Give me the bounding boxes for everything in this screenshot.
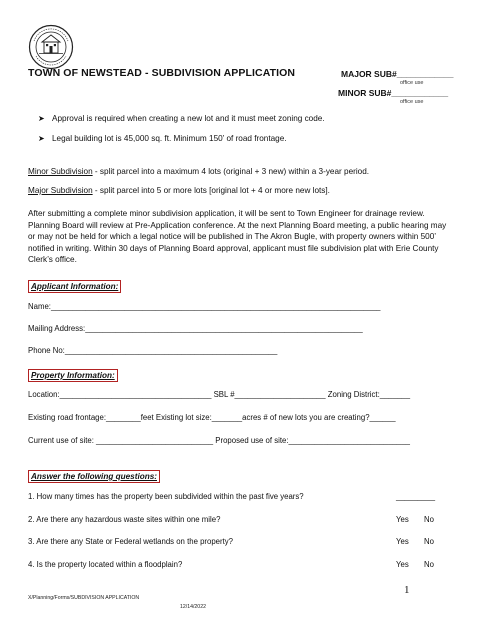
major-sub-field: MAJOR SUB#____________ [341,69,454,79]
question-2-yes-option[interactable]: Yes [396,515,409,524]
frontage-lotsize-newlots-fields[interactable]: Existing road frontage:________feet Existing lot size:_______acres # of new lots you are creating?______ [28,413,396,422]
question-4: 4. Is the property located within a floodplain? [28,560,183,569]
question-4-yes-option[interactable]: Yes [396,560,409,569]
applicant-information-heading: Applicant Information: [28,280,121,293]
minor-subdivision-definition: Minor Subdivision - split parcel into a maximum 4 lots (original + 3 new) within a 3-year period. [28,167,370,176]
minor-sub-field: MINOR SUB#____________ [338,88,449,98]
town-seal-logo [28,24,74,70]
page-number: 1 [404,584,410,596]
footer-file-path: X/Planning/Forms/SUBDIVISION APPLICATION [28,595,140,601]
major-office-use-label: office use [400,80,424,86]
bullet-item: ➤ Legal building lot is 45,000 sq. ft. Minimum 150’ of road frontage. [38,134,287,143]
page-title: TOWN OF NEWSTEAD - SUBDIVISION APPLICATION [28,67,296,79]
question-2-no-option[interactable]: No [424,515,434,524]
question-3: 3. Are there any State or Federal wetlands on the property? [28,537,234,546]
question-1: 1. How many times has the property been subdivided within the past five years? [28,492,304,501]
location-sbl-zoning-fields[interactable]: Location:___________________________________ SBL #_____________________ Zoning District:_______ [28,390,411,399]
question-3-no-option[interactable]: No [424,537,434,546]
question-1-answer-field[interactable]: _________ [396,492,436,501]
mailing-address-field[interactable]: Mailing Address:________________________________________________________________ [28,324,363,333]
phone-field[interactable]: Phone No:_________________________________________________ [28,346,278,355]
bullet-item: ➤ Approval is required when creating a new lot and it must meet zoning code. [38,114,325,123]
property-information-heading: Property Information: [28,369,118,382]
minor-office-use-label: office use [400,99,424,105]
question-3-yes-option[interactable]: Yes [396,537,409,546]
major-subdivision-term: Major Subdivision [28,186,93,195]
minor-subdivision-term: Minor Subdivision [28,167,93,176]
arrow-bullet-icon: ➤ [38,134,45,143]
question-2: 2. Are there any hazardous waste sites within one mile? [28,515,221,524]
intro-paragraph: After submitting a complete minor subdivision application, it will be sent to Town Engineer for drainage review. Planning Board will review at Pre-Application conference. At the next Planning Board meeting, a public hearing may or may not be held for which a legal notice will be published in The Akron Bugle, with property owners within 500’ notified in writing. Within 30 days of Planning Board approval, applicant must file subdivision plat with Erie County Clerk’s office. [28,209,447,264]
footer-date: 12/14/2022 [180,604,206,610]
name-field[interactable]: Name:____________________________________________________________________________ [28,302,381,311]
question-4-no-option[interactable]: No [424,560,434,569]
arrow-bullet-icon: ➤ [38,114,45,123]
major-subdivision-definition: Major Subdivision - split parcel into 5 or more lots [original lot + 4 or more new lots]. [28,186,330,195]
questions-heading: Answer the following questions: [28,470,160,483]
site-use-fields[interactable]: Current use of site: ___________________________ Proposed use of site:____________________________ [28,436,410,445]
